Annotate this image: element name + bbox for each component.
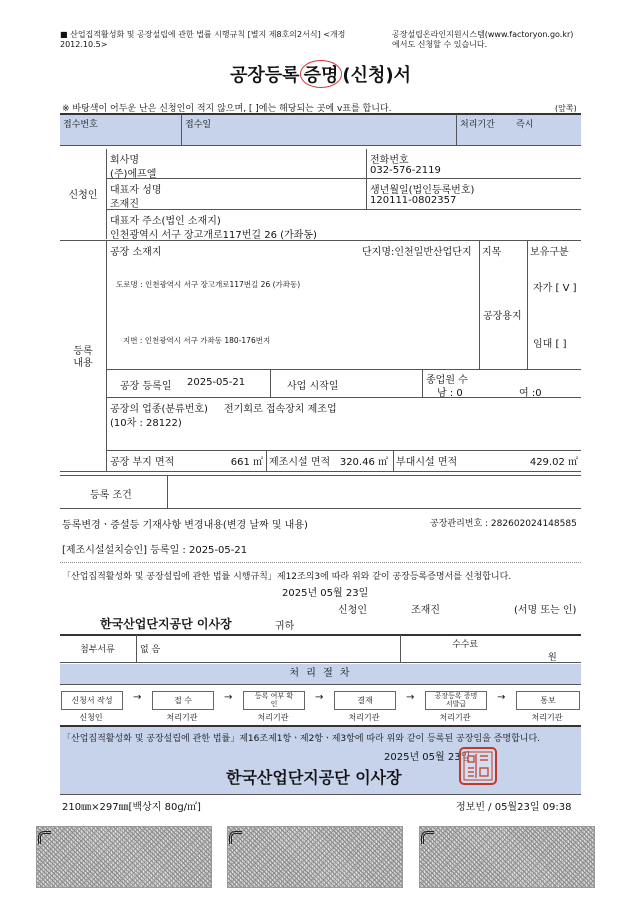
birth-reg-value: 120111-0802357 [370, 195, 457, 206]
industry-label: 공장의 업종(분류번호) [110, 404, 208, 415]
addressee: 한국산업단지공단 이사장 [100, 617, 232, 631]
registration-label-line2: 내용 [73, 358, 93, 369]
business-start-label: 사업 시작일 [287, 381, 339, 392]
official-seal-icon [458, 746, 498, 786]
registration-date-value: 2025-05-21 [187, 377, 246, 388]
step-verification: 등록 여부 확인 [243, 691, 305, 710]
step-notification: 통보 [516, 691, 580, 710]
complex-name: 단지명:인천일반산업단지 [362, 247, 472, 258]
paper-spec: 210㎜×297㎜[백상지 80g/㎡] [62, 802, 201, 813]
online-notice-line2: 에서도 신청할 수 있습니다. [392, 40, 488, 49]
receipt-no-label: 접수번호 [63, 120, 98, 130]
page-side-label: (앞쪽) [555, 104, 577, 113]
receipt-row [60, 114, 581, 145]
step-receipt: 접 수 [152, 691, 214, 710]
lot-address: 지번 : 인천광역시 서구 가좌동 180-176번지 [123, 336, 271, 345]
law-reference-line1: ■ 산업집적활성화 및 공장설립에 관한 법률 시행규칙 [별지 제8호의2서식] <개정 [60, 30, 346, 39]
road-address: 도로명 : 인천광역시 서구 장고개로117번길 26 (가좌동) [116, 280, 301, 289]
company-name-label: 회사명 [110, 155, 139, 166]
signer-label: 신청인 [338, 605, 367, 616]
fee-unit: 원 [548, 653, 557, 663]
conditions-label: 등록 조건 [90, 490, 132, 501]
actor-agency: 처리기관 [257, 713, 289, 722]
signature-placeholder: (서명 또는 인) [514, 605, 577, 616]
facility-approval: [제조시설설치승인] 등록일 : 2025-05-21 [62, 545, 248, 556]
actor-agency: 처리기관 [348, 713, 380, 722]
aux-area-value: 429.02 ㎡ [529, 457, 578, 468]
honorific: 귀하 [275, 621, 295, 632]
arrow-icon: → [315, 692, 324, 703]
procedure-title: 처 리 절 차 [60, 664, 581, 684]
form-notice: ※ 바탕색이 어두운 난은 신청인이 적지 않으며, [ ]에는 해당되는 곳에 v표를 합니다. [62, 104, 392, 114]
title-part1: 공장등록 [230, 65, 300, 86]
page-title [0, 60, 641, 88]
corner-mark-icon [421, 831, 434, 844]
land-category-label: 지목 [482, 247, 502, 258]
attachments-label: 첨부서류 [80, 645, 115, 655]
title-part3: (신청)서 [342, 65, 411, 86]
issuer-name: 한국산업단지공단 이사장 [226, 768, 402, 787]
step-application: 신청서 작성 [61, 691, 123, 710]
ownership-leased: 임대 [ ] [533, 339, 567, 350]
actor-applicant: 신청인 [79, 713, 103, 722]
certification-text: 「산업집적활성화 및 공장설립에 관한 법률」제16조제1항ㆍ제2항ㆍ제3항에 따라 위와 같이 등록된 공장임을 증명합니다. [62, 734, 541, 744]
declaration-date: 2025년 05월 23일 [282, 588, 369, 599]
industry-value: 전기회로 접속장치 제조업 [224, 404, 337, 415]
title-part2: 증명 [303, 65, 339, 86]
address-value: 인천광역시 서구 장고개로117번길 26 (가좌동) [110, 230, 317, 241]
phone-label: 전화번호 [370, 155, 409, 166]
aux-area-label: 부대시설 면적 [396, 457, 458, 468]
land-category-value: 공장용지 [483, 311, 522, 322]
mfg-area-value: 320.46 ㎡ [339, 457, 388, 468]
employees-female: 여 :0 [519, 388, 542, 399]
arrow-icon: → [224, 692, 233, 703]
corner-mark-icon [38, 831, 51, 844]
ownership-label: 보유구분 [530, 247, 569, 258]
employees-male: 남 : 0 [437, 388, 463, 399]
arrow-icon: → [497, 692, 506, 703]
site-area-value: 661 ㎡ [230, 457, 263, 468]
site-area-label: 공장 부지 면적 [110, 457, 175, 468]
registration-label-line1: 등록 [73, 346, 93, 357]
ownership-owned: 자가 [ V ] [533, 283, 577, 294]
security-pattern [227, 826, 403, 888]
representative-label: 대표자 성명 [110, 185, 162, 196]
factory-management-no: 공장관리번호 : 282602024148585 [430, 519, 577, 529]
actor-agency: 처리기관 [531, 713, 563, 722]
signer-name: 조재진 [411, 605, 440, 616]
certification-date: 2025년 05월 23일 [384, 752, 471, 763]
industry-code: (10차 : 28122) [110, 418, 182, 429]
arrow-icon: → [133, 692, 142, 703]
registration-section-label [60, 346, 106, 370]
mfg-area-label: 제조시설 면적 [269, 457, 331, 468]
corner-mark-icon [229, 831, 242, 844]
online-notice-line1: 공장설립온라인지원시스템(www.factoryon.go.kr) [392, 30, 574, 39]
security-pattern [419, 826, 595, 888]
title-circled-word [300, 60, 343, 88]
changes-label: 등록변경ㆍ증설등 기재사항 변경내용(변경 날짜 및 내용) [62, 520, 308, 531]
step-approval: 결재 [334, 691, 396, 710]
processing-period-label: 처리기간 [460, 120, 495, 130]
receipt-date-label: 접수일 [185, 120, 212, 130]
representative-value: 조재진 [110, 199, 139, 210]
applicant-section-label: 신청인 [68, 190, 98, 201]
security-pattern [36, 826, 212, 888]
arrow-icon: → [406, 692, 415, 703]
declaration-text: 「산업집적활성화 및 공장설립에 관한 법률 시행규칙」제12조의3에 따라 위와 같이 공장등록증명서를 신청합니다. [62, 572, 512, 582]
fee-label: 수수료 [452, 640, 479, 650]
birth-reg-label: 생년월일(법인등록번호) [370, 185, 475, 196]
registration-date-label: 공장 등록일 [120, 381, 172, 392]
company-name-value: (주)에프엘 [110, 169, 157, 180]
address-label: 대표자 주소(법인 소재지) [110, 216, 221, 227]
employees-label: 종업원 수 [426, 375, 468, 386]
online-notice [392, 30, 592, 50]
step-issuance: 공장등록 증명서발급 [425, 691, 487, 710]
phone-value: 032-576-2119 [370, 165, 441, 176]
processing-period-value: 즉시 [516, 120, 534, 130]
law-reference [60, 30, 380, 50]
factory-location-label: 공장 소재지 [110, 247, 162, 258]
law-reference-line2: 2012.10.5> [60, 40, 108, 49]
attachments-value: 없 음 [140, 645, 161, 655]
actor-agency: 처리기관 [439, 713, 471, 722]
print-info: 정보빈 / 05월23일 09:38 [456, 802, 572, 813]
actor-agency: 처리기관 [166, 713, 198, 722]
